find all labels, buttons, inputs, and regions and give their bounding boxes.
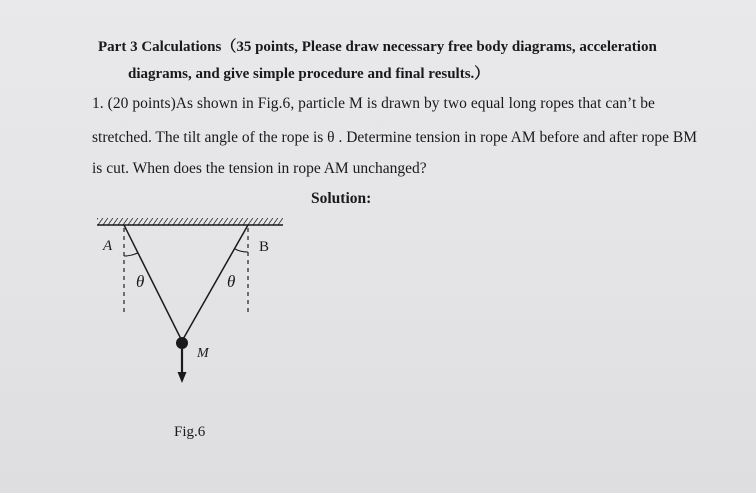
particle-M bbox=[176, 337, 188, 349]
gravity-arrow-head bbox=[178, 372, 187, 383]
question-line-1: 1. (20 points)As shown in Fig.6, particle M is drawn by two equal long ropes that can’t be bbox=[92, 95, 655, 112]
solution-label: Solution: bbox=[311, 190, 372, 207]
question-line-3: is cut. When does the tension in rope AM unchanged? bbox=[92, 160, 427, 177]
label-M: M bbox=[197, 346, 209, 361]
angle-arc-left bbox=[124, 253, 138, 256]
label-B: B bbox=[259, 239, 270, 255]
angle-arc-right bbox=[235, 249, 248, 252]
label-theta-left: θ bbox=[136, 272, 145, 291]
section-heading-line-1: Part 3 Calculations（35 points, Please draw necessary free body diagrams, acceleration bbox=[98, 39, 657, 55]
figure-caption: Fig.6 bbox=[174, 424, 206, 440]
label-A: A bbox=[103, 238, 113, 254]
rope-BM bbox=[182, 225, 248, 341]
section-heading-line-2: diagrams, and give simple procedure and final results.） bbox=[128, 66, 490, 82]
question-line-2: stretched. The tilt angle of the rope is θ . Determine tension in rope AM before and after rope BM bbox=[92, 129, 697, 146]
rope-AM bbox=[124, 225, 182, 341]
label-theta-right: θ bbox=[227, 272, 236, 291]
ceiling-hatch bbox=[97, 218, 283, 225]
